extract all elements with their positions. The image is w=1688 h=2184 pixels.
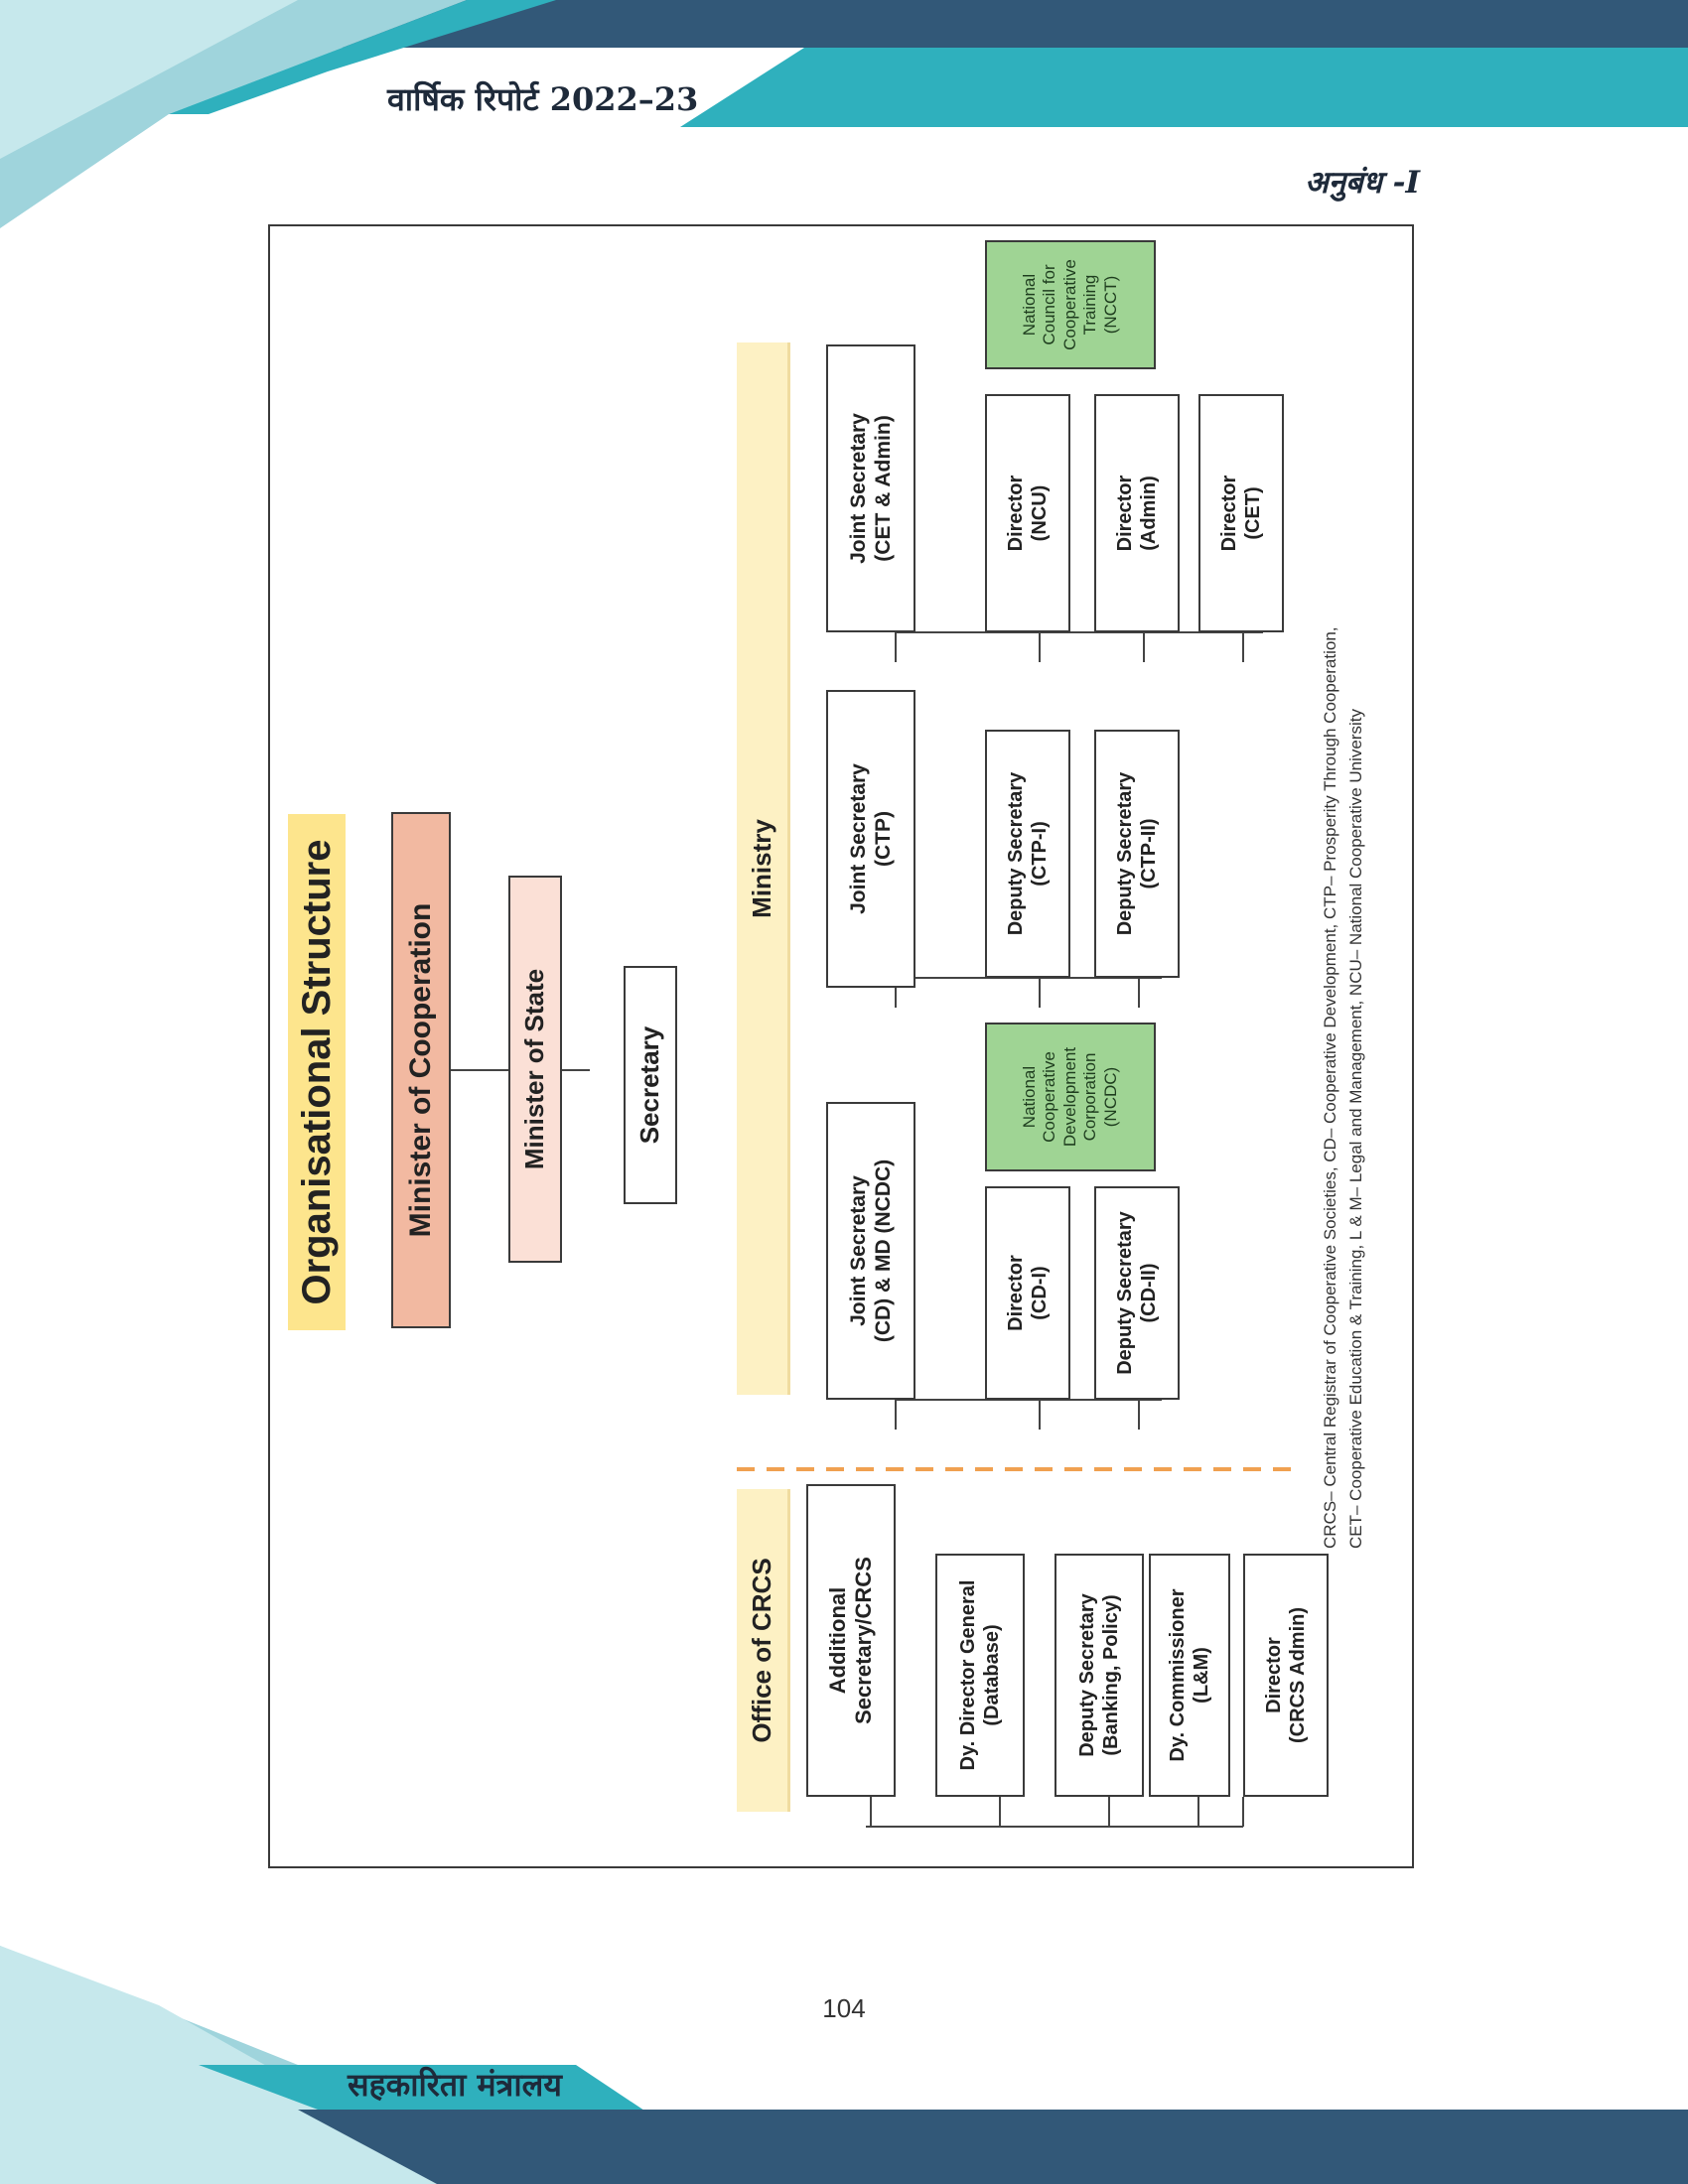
ncct-agency-box: National Council for Cooperative Training (NCCT): [985, 240, 1156, 369]
org-chart-frame: [268, 224, 1414, 1868]
footer-decoration: [0, 1946, 1688, 2184]
ncdc-agency-box: National Cooperative Development Corporation (NCDC): [985, 1023, 1156, 1171]
page-number: 104: [822, 1993, 866, 2023]
crcs-unit-box: Deputy Secretary (Banking, Policy): [1055, 1554, 1144, 1797]
crcs-unit-box: Dy. Director General (Database): [935, 1554, 1025, 1797]
cet-unit-box: Director (Admin): [1094, 394, 1180, 632]
crcs-unit-box: Director (CRCS Admin): [1243, 1554, 1329, 1797]
org-chart-title: Organisational Structure: [288, 814, 346, 1330]
cet-unit-box: Director (CET): [1198, 394, 1284, 632]
secretary-box: Secretary: [624, 966, 677, 1204]
chart-footnote: CRCS– Central Registrar of Cooperative Societies, CD– Cooperative Development, CTP– Prosperity Through Cooperation, CET– Cooperative Education & Training, L & M– Legal and Management, NCU– National Cooperative University: [1321, 626, 1366, 1549]
ctp-unit-box: Deputy Secretary (CTP-I): [985, 730, 1070, 978]
ctp-unit-box: Deputy Secretary (CTP-II): [1094, 730, 1180, 978]
cd-unit-box: Director (CD-I): [985, 1186, 1070, 1400]
org-chart-rotated-canvas: [270, 226, 1412, 1866]
report-header-title: वार्षिक रिपोर्ट 2022–23: [387, 80, 699, 118]
crcs-section-band: Office of CRCS: [737, 1489, 790, 1812]
cd-unit-box: Deputy Secretary (CD-II): [1094, 1186, 1180, 1400]
footer-ministry-name: सहकारिता मंत्रालय: [348, 2066, 562, 2104]
annex-label: अनुबंध -I: [1305, 165, 1420, 201]
js-ctp-box: Joint Secretary (CTP): [826, 690, 915, 988]
crcs-head-box: Additional Secretary/CRCS: [806, 1484, 896, 1797]
js-cet-box: Joint Secretary (CET & Admin): [826, 344, 915, 632]
header-decoration: [0, 0, 1688, 238]
minister-of-state-box: Minister of State: [508, 876, 562, 1263]
minister-box: Minister of Cooperation: [391, 812, 451, 1328]
ministry-section-band: Ministry: [737, 342, 790, 1395]
crcs-unit-box: Dy. Commissioner (L&M): [1149, 1554, 1230, 1797]
cet-unit-box: Director (NCU): [985, 394, 1070, 632]
js-cd-box: Joint Secretary (CD) & MD (NCDC): [826, 1102, 915, 1400]
